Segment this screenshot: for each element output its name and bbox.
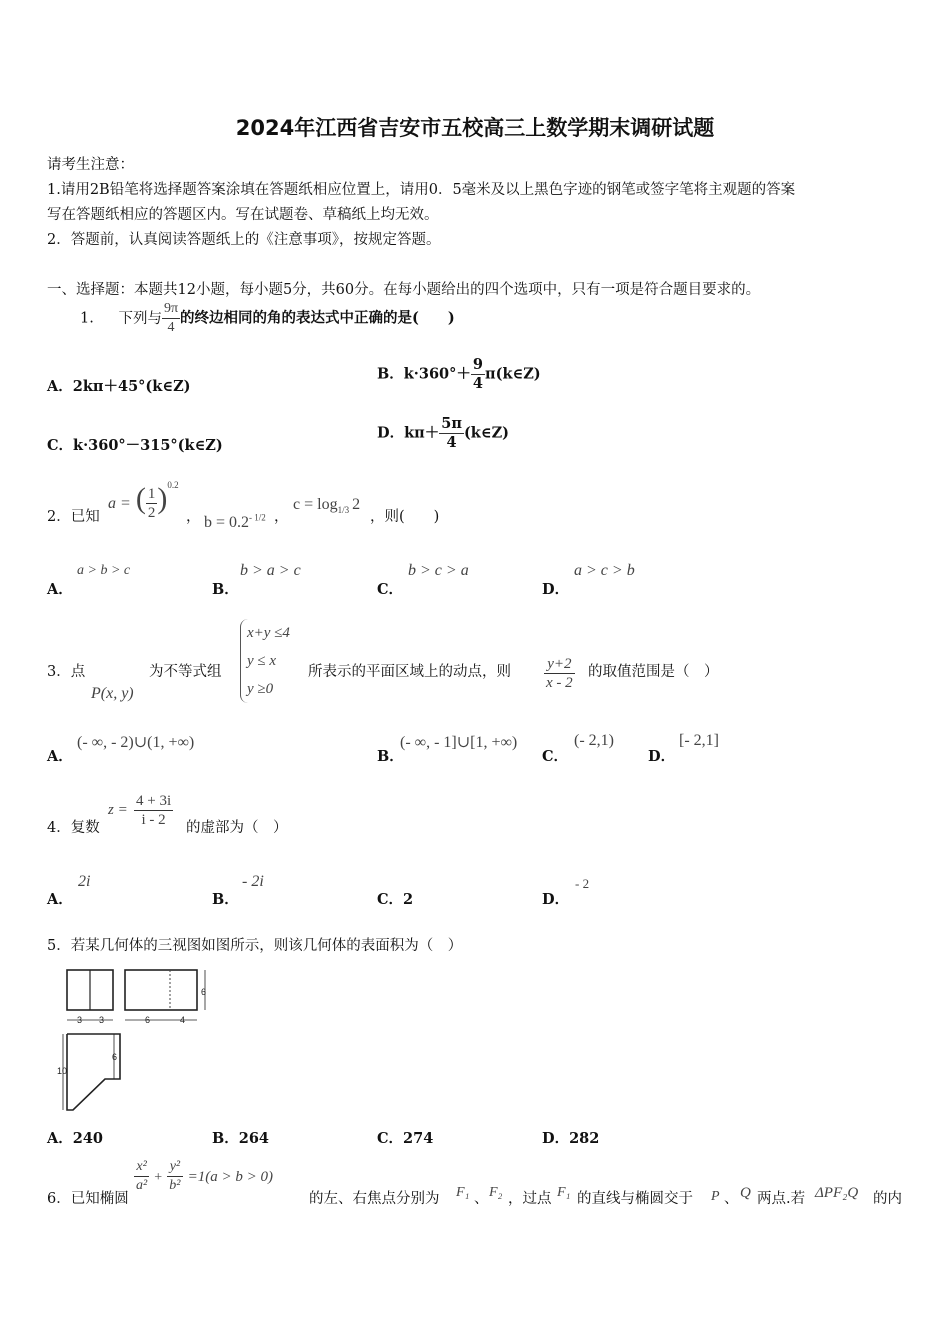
q6-plus: + [154, 1170, 163, 1185]
q3-inequality-1: x+y ≤4 [247, 625, 290, 641]
q6-f1: F₁ [456, 1185, 470, 1200]
q6-y-fraction [167, 1158, 182, 1195]
q4-frac-num: 4 + 3i [136, 793, 172, 809]
q3-option-b-math: (- ∞, - 1]∪[1, +∞) [400, 734, 518, 751]
q1-stem-pre: 下列与 [118, 310, 162, 327]
notice-line-2: 2．答题前，认真阅读答题纸上的《注意事项》，按规定答题。 [47, 232, 441, 248]
q1-option-b[interactable] [377, 356, 541, 393]
q6-stem-mid-4: 两点.若 [757, 1191, 806, 1207]
q1-frac-num: 9π [162, 300, 180, 319]
dim-label-6-right: 6 [201, 987, 207, 997]
q4-option-a-label[interactable]: A． [47, 891, 73, 908]
q3-stem-post-2: 的取值范围是（ ） [588, 664, 719, 680]
q2-option-a-math: a > b > c [77, 563, 131, 578]
q3-option-d-math: [- 2,1] [679, 732, 719, 749]
q4-option-b-label[interactable]: B． [212, 891, 239, 908]
q6-point-q: Q [740, 1185, 751, 1201]
q2-stem-post: ，则( ) [370, 509, 440, 525]
q1-option-d[interactable] [377, 415, 509, 452]
dim-label-10: 10 [57, 1066, 68, 1076]
q1-stem-post: 的终边相同的角的表达式中正确的是( ) [180, 309, 455, 327]
q4-stem-post: 的虚部为（ ） [186, 820, 288, 836]
q2-stem-pre: 2．已知 [47, 509, 100, 525]
q2-sep-2: ， [274, 509, 289, 525]
q1-fraction [162, 300, 180, 337]
q2-b-exponent: - 1/2 [249, 512, 266, 523]
q6-y-den: b² [169, 1178, 181, 1193]
q3-stem-mid: 为不等式组 [149, 664, 222, 680]
q1-d-num: 5π [441, 415, 462, 432]
q5-option-d[interactable]: D．282 [542, 1130, 600, 1147]
dim-label-3a: 3 [77, 1015, 83, 1025]
q2-option-d-math: a > c > b [574, 562, 635, 579]
q6-x-num: x² [134, 1158, 149, 1177]
q2-option-b-math: b > a > c [240, 562, 301, 579]
q4-option-b-math: - 2i [242, 873, 264, 890]
q4-option-d-label[interactable]: D． [542, 891, 570, 908]
q6-rhs: =1(a > b > 0) [187, 1169, 273, 1185]
dim-label-6-top: 6 [112, 1052, 118, 1062]
q5-option-c[interactable]: C．274 [377, 1130, 434, 1147]
notice-line-1b: 写在答题纸相应的答题区内。写在试题卷、草稿纸上均无效。 [47, 207, 439, 223]
top-view-outline [67, 1034, 120, 1110]
q6-f1-b: F₁ [557, 1185, 571, 1200]
q6-stem-mid-1: 的左、右焦点分别为 [309, 1191, 440, 1207]
q1-b-den: 4 [472, 375, 483, 392]
page-title: 2024年江西省吉安市五校高三上数学期末调研试题 [235, 116, 715, 140]
q3-option-b-label[interactable]: B． [377, 748, 404, 765]
q3-inequality-2: y ≤ x [247, 653, 277, 669]
q4-fraction [134, 792, 173, 829]
q2-b-expression [204, 512, 266, 532]
q1-frac-den: 4 [167, 320, 175, 335]
q5-stem: 5．若某几何体的三视图如图所示，则该几何体的表面积为（ ） [47, 938, 463, 954]
q1-option-a[interactable]: A．2kπ＋45°(k∈Z) [47, 378, 191, 395]
q6-x-fraction [134, 1158, 149, 1195]
q6-stem-mid-2: ，过点 [508, 1191, 552, 1207]
q1-option-c[interactable]: C．k·360°－315°(k∈Z) [47, 437, 223, 454]
q6-f2: F₂ [489, 1185, 503, 1200]
q3-inequality-3: y ≥0 [247, 681, 274, 697]
q6-x-den: a² [136, 1178, 148, 1193]
q5-option-a[interactable]: A．240 [47, 1130, 104, 1147]
q1-number: 1. [80, 310, 94, 327]
q6-sep-2: 、 [724, 1191, 739, 1207]
q6-stem-mid-3: 的直线与椭圆交于 [577, 1191, 693, 1207]
q6-y-num: y² [167, 1158, 182, 1177]
q4-lhs: z = [108, 802, 128, 818]
q2-a-fraction [146, 485, 158, 522]
q4-stem-pre: 4．复数 [47, 820, 100, 836]
q1-d-fraction [439, 415, 464, 452]
q2-a-den: 2 [147, 505, 156, 521]
q6-ellipse-equation [134, 1158, 273, 1195]
q3-option-a-math: (- ∞, - 2)∪(1, +∞) [77, 734, 195, 751]
side-view-rect [125, 970, 197, 1010]
section-heading: 一、选择题：本题共12小题，每小题5分，共60分。在每小题给出的四个选项中，只有一项是符合题目要求的。 [47, 282, 761, 298]
q3-point: P(x, y) [91, 685, 134, 702]
q1-b-pre: B．k·360°＋ [377, 365, 471, 383]
dim-label-3b: 3 [99, 1015, 105, 1025]
q2-c-arg: 2 [352, 496, 361, 513]
q1-d-post: (k∈Z) [463, 424, 510, 442]
q2-a-expression [108, 479, 179, 522]
q6-point-p: P [711, 1189, 720, 1204]
q2-a-exponent: 0.2 [167, 479, 179, 490]
three-view-figure [55, 962, 220, 1114]
q6-triangle: ΔPF₂Q [815, 1185, 859, 1201]
q6-stem-post: 的内 [873, 1191, 902, 1207]
notice-line-1a: 1.请用2B铅笔将选择题答案涂填在答题纸相应位置上，请用0．5毫米及以上黑色字迹的钢笔或签字笔将主观题的答案 [47, 182, 796, 198]
q2-option-c-label[interactable]: C． [377, 581, 404, 598]
q2-c-expression [293, 494, 360, 515]
q2-option-b-label[interactable]: B． [212, 581, 239, 598]
q2-a-lhs: a = [108, 495, 131, 512]
q2-a-lparen: ( [135, 482, 146, 515]
q4-frac-den: i - 2 [141, 812, 166, 828]
q1-b-fraction [471, 356, 485, 393]
q2-sep-1: ， [186, 509, 201, 525]
q3-option-c-math: (- 2,1) [574, 732, 614, 749]
q5-option-b[interactable]: B．264 [212, 1130, 270, 1147]
q1-d-den: 4 [446, 434, 457, 451]
notice-heading: 请考生注意： [47, 157, 134, 173]
question-1 [80, 300, 455, 337]
q4-option-d-math: - 2 [575, 876, 590, 891]
q1-b-post: π(k∈Z) [484, 365, 541, 383]
q2-c-log: c = log [293, 496, 338, 513]
q2-c-base: 1/3 [337, 505, 350, 516]
q3-option-c-label[interactable]: C． [542, 748, 569, 765]
q2-option-a-label[interactable]: A． [47, 581, 73, 598]
q1-d-pre: D．kπ＋ [377, 424, 440, 442]
q3-stem-post-1: 所表示的平面区域上的动点，则 [308, 664, 511, 680]
dim-label-4: 4 [180, 1015, 186, 1025]
q2-a-rparen: ) [157, 482, 168, 515]
dim-label-6-bottom: 6 [145, 1015, 151, 1025]
q1-b-num: 9 [472, 356, 483, 373]
q3-inequality-system [240, 619, 290, 703]
q4-option-c[interactable]: C．2 [377, 891, 414, 908]
q4-option-a-math: 2i [78, 873, 91, 890]
q3-stem-pre: 3．点 [47, 664, 86, 680]
q3-option-d-label[interactable]: D． [648, 748, 676, 765]
q3-frac-num: y+2 [544, 655, 575, 674]
q6-stem-pre: 6．已知椭圆 [47, 1191, 129, 1207]
q3-frac-den: x - 2 [546, 675, 573, 691]
q2-option-d-label[interactable]: D． [542, 581, 570, 598]
q2-option-c-math: b > c > a [408, 562, 469, 579]
q2-b-base: b = 0.2 [204, 514, 250, 531]
q6-sep-1: 、 [474, 1191, 489, 1207]
q2-a-num: 1 [147, 486, 156, 502]
q3-option-a-label[interactable]: A． [47, 748, 73, 765]
q3-fraction [544, 655, 575, 692]
